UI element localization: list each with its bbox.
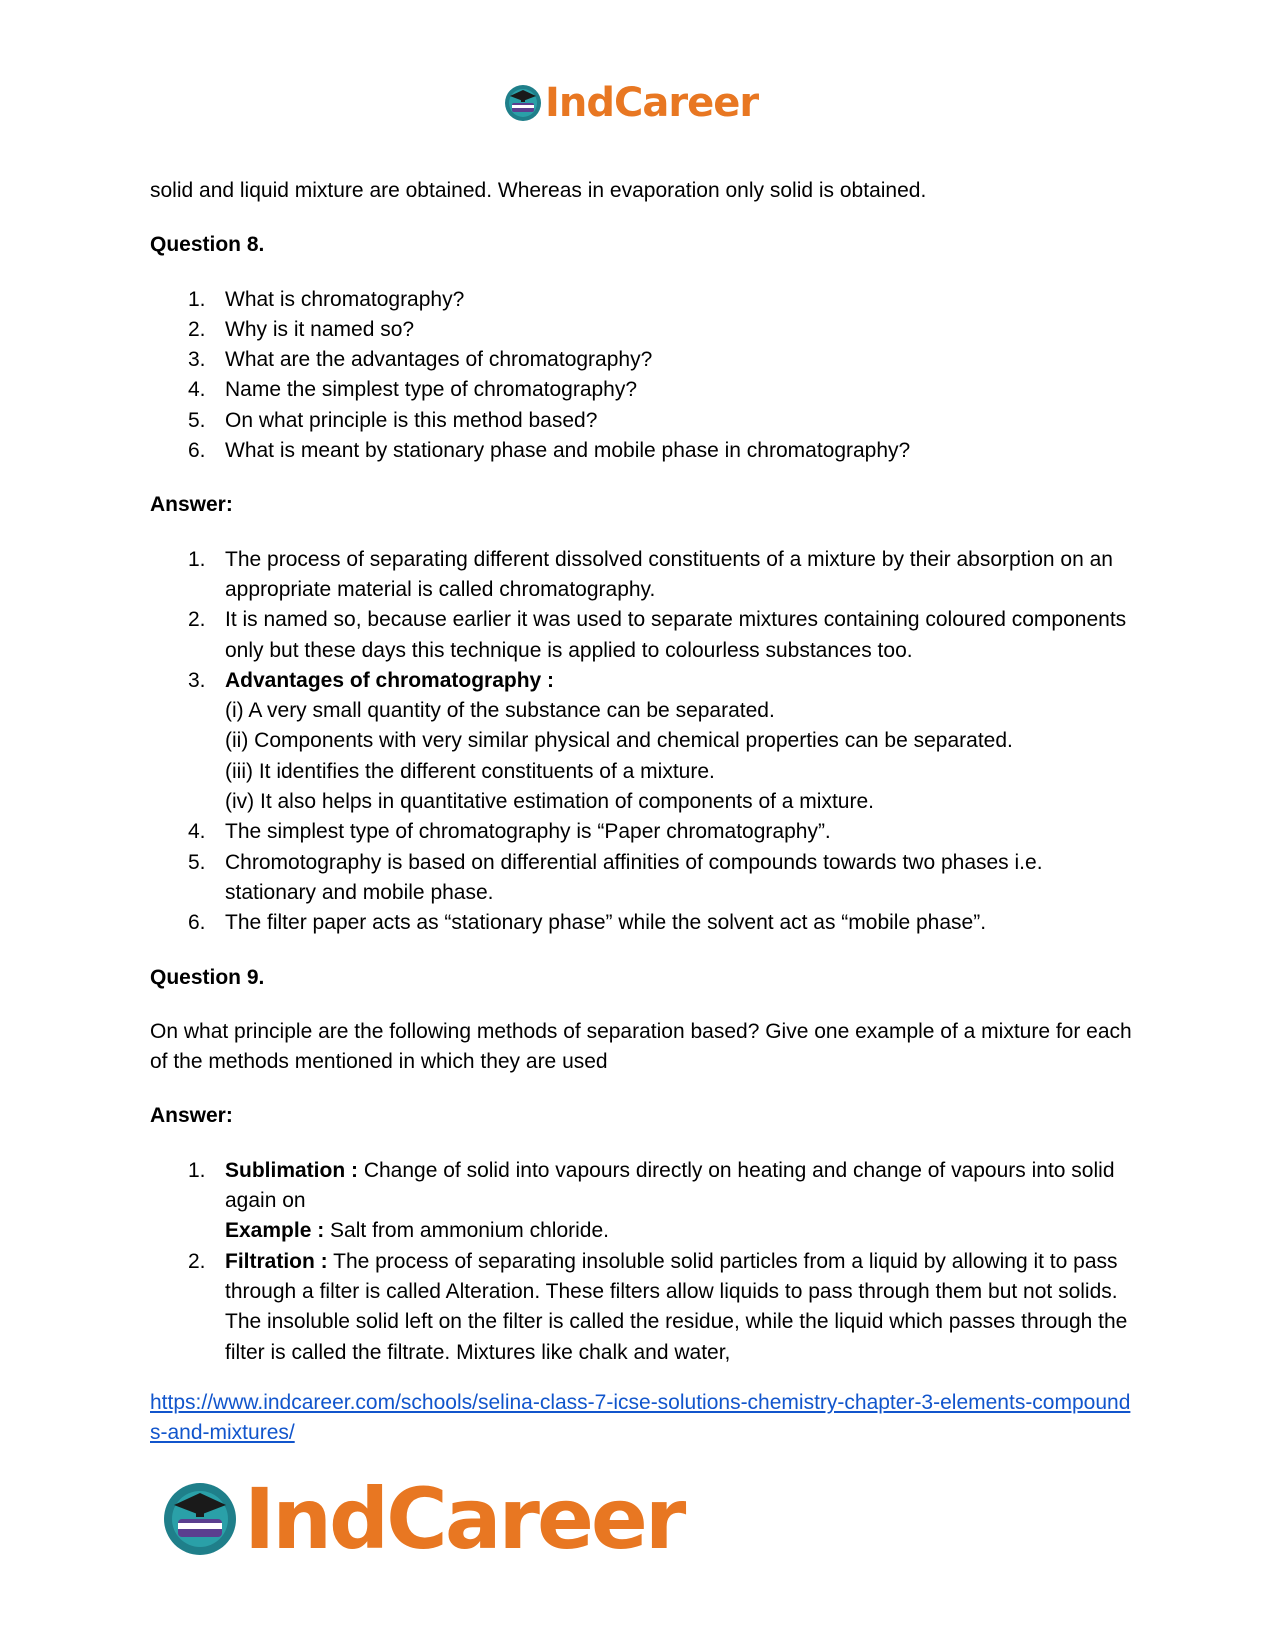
sublimation-label: Sublimation : [225,1158,358,1182]
source-link[interactable]: https://www.indcareer.com/schools/selina-class-7-icse-solutions-chemistry-chapter-3-elements-compounds-and-mixtures/ [150,1390,1131,1445]
advantage-point: (iii) It identifies the different constituents of a mixture. [225,759,715,783]
intro-text: solid and liquid mixture are obtained. Whereas in evaporation only solid is obtained. [150,179,927,202]
list-item: 4. The simplest type of chromatography is “Paper chromatography”. [188,820,831,844]
list-item: 1. Sublimation : Change of solid into vapours directly on heating and change of vapours into solid again on Example : Salt from ammonium chloride. [188,1158,1115,1243]
list-item: 2. Filtration : The process of separating insoluble solid particles from a liquid by allowing it to pass through a filter is called Alteration. These filters allow liquids to pass through them but not solids. The insoluble solid left on the filter is called the residue, while the liquid which passes through the filter is called the filtrate. Mixtures like chalk and water, [188,1249,1128,1364]
advantages-title: Advantages of chromatography : [225,668,555,692]
advantage-point: (ii) Components with very similar physical and chemical properties can be separated. [225,729,1013,753]
example-label: Example : [225,1219,325,1243]
header-logo [503,80,758,126]
footer-logo [160,1470,683,1568]
filtration-text: The process of separating insoluble solid particles from a liquid by allowing it to pass through a filter is called Alteration. These filters allow liquids to pass through them but not solids. The insoluble solid left on the filter is called the residue, while the liquid which passes through the filter is called the filtrate. Mixtures like chalk and water, [225,1249,1128,1364]
answer-8-list [150,545,1135,939]
list-item: 5. On what principle is this method based? [188,408,598,432]
example-text: Salt from ammonium chloride. [324,1219,609,1243]
list-item: 6. The filter paper acts as “stationary phase” while the solvent act as “mobile phase”. [188,911,987,935]
list-item: 1. The process of separating different dissolved constituents of a mixture by their absorption on an appropriate material is called chromatography. [188,547,1113,601]
graduation-book-icon [503,83,543,123]
answer-9-list [150,1156,1135,1368]
answer-9-heading: Answer: [150,1104,233,1128]
sublimation-text: Change of solid into vapours directly on heating and change of vapours into solid again on [225,1158,1115,1213]
advantage-point: (iv) It also helps in quantitative estimation of components of a mixture. [225,790,874,814]
list-item: 4. Name the simplest type of chromatography? [188,378,638,402]
list-item: 3. Advantages of chromatography : (i) A very small quantity of the substance can be separated. (ii) Components with very similar physical and chemical properties can be separated. (iii) It identifies the different constituents of a mixture. (iv) It also helps in quantitative estimation of components of a mixture. [188,668,1013,814]
list-item: 1. What is chromatography? [188,287,465,311]
filtration-label: Filtration : [225,1249,328,1273]
list-item: 2. Why is it named so? [188,317,415,341]
graduation-book-icon [160,1479,240,1559]
list-item: 6. What is meant by stationary phase and mobile phase in chromatography? [188,439,911,463]
brand-name: IndCareer [545,80,759,126]
page-content [150,176,1135,1448]
answer-8-heading: Answer: [150,493,233,517]
list-item: 2. It is named so, because earlier it was used to separate mixtures containing coloured components only but these days this technique is applied to colourless substances too. [188,608,1127,662]
advantage-point: (i) A very small quantity of the substance can be separated. [225,699,775,723]
question-8-list [150,285,1135,467]
list-item: 5. Chromotography is based on differential affinities of compounds towards two phases i.e. stationary and mobile phase. [188,850,1043,904]
brand-name: IndCareer [244,1470,684,1568]
question-9-heading: Question 9. [150,965,265,989]
list-item: 3. What are the advantages of chromatography? [188,348,653,372]
question-8-heading: Question 8. [150,233,265,257]
question-9-text: On what principle are the following methods of separation based? Give one example of a mixture for each of the methods mentioned in which they are used [150,1019,1132,1074]
